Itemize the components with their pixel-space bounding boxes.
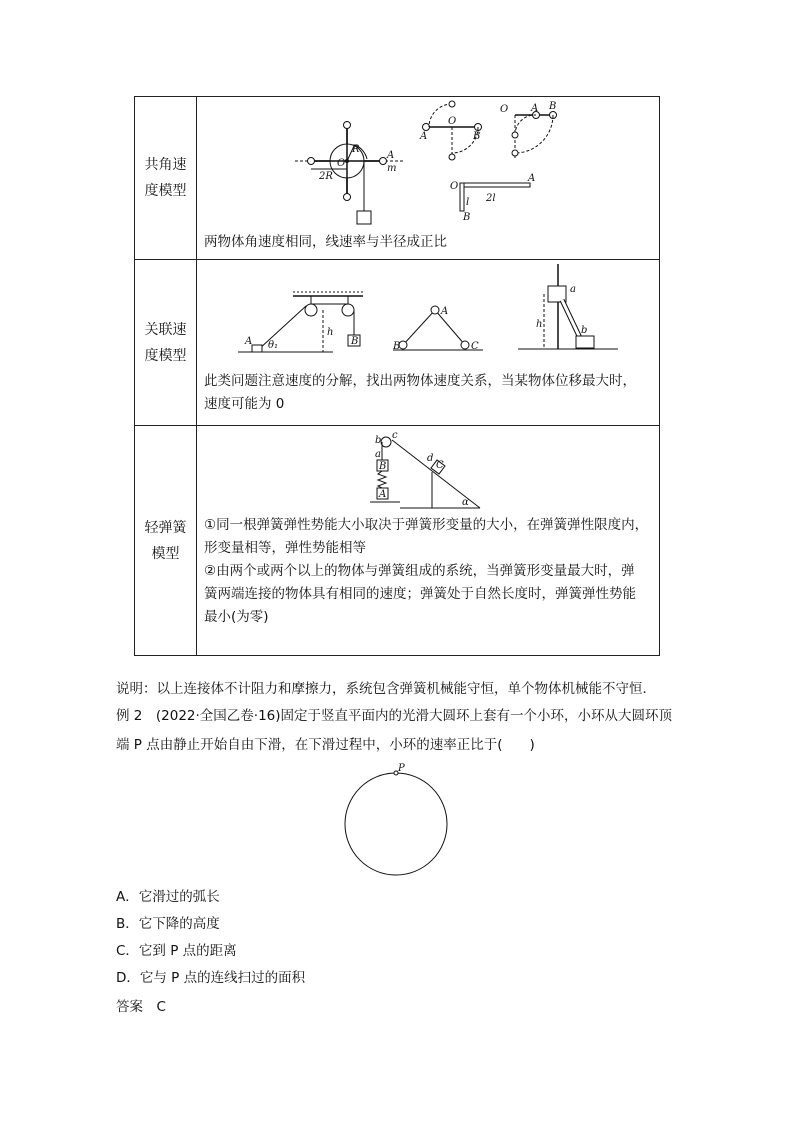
row-content xyxy=(198,97,659,259)
table-row-spring xyxy=(135,426,659,655)
svg-text:A: A xyxy=(387,150,395,161)
svg-text:l: l xyxy=(466,197,470,208)
rod-pulley-figure xyxy=(295,119,428,231)
example-stem-line2: 端 P 点由静止开始自由下滑，在下滑过程中，小环的速率正比于( ) xyxy=(116,737,535,753)
svg-text:b: b xyxy=(581,325,588,336)
svg-text:O: O xyxy=(448,116,457,127)
svg-text:B: B xyxy=(549,101,557,112)
svg-text:B: B xyxy=(379,461,387,472)
note-text: 说明：以上连接体不计阻力和摩擦力，系统包含弹簧机械能守恒，单个物体机械能不守恒． xyxy=(116,681,656,697)
row-text: 此类问题注意速度的分解，找出两物体速度关系，当某物体位移最大时， 速度可能为 0 xyxy=(204,373,636,412)
option-c: C．它到 P 点的距离 xyxy=(116,943,237,959)
svg-text:b: b xyxy=(375,435,382,446)
svg-text:O: O xyxy=(500,104,509,115)
svg-text:P: P xyxy=(398,763,405,774)
svg-text:A: A xyxy=(531,103,539,114)
svg-text:a: a xyxy=(570,284,576,295)
svg-text:A: A xyxy=(528,173,536,184)
option-d: D．它与 P 点的连线扫过的面积 xyxy=(116,970,306,986)
table-row-angular xyxy=(135,97,659,260)
row-content xyxy=(198,426,659,655)
option-a: A．它滑过的弧长 xyxy=(116,889,220,905)
row-label: 关联速 度模型 xyxy=(135,260,197,425)
svg-text:h: h xyxy=(327,327,334,338)
table-row-linked xyxy=(135,260,659,426)
ring-figure xyxy=(340,762,455,877)
rod-offset-figure xyxy=(500,101,573,167)
row-label: 共角速 度模型 xyxy=(135,97,197,259)
row-text: ①同一根弹簧弹性势能大小取决于弹簧形变量的大小，在弹簧弹性限度内， 形变量相等，弹性势能相等 ②由两个或两个以上的物体与弹簧组成的系统，当弹簧形变量最大时，弹 簧两端连接的物体具有相同的速度；弹簧处于自然长度时，弹簧弹性势能 最小(为零) xyxy=(204,517,649,625)
models-table xyxy=(134,96,660,656)
svg-text:A: A xyxy=(441,306,449,317)
bent-rod-figure xyxy=(450,173,540,227)
svg-text:O: O xyxy=(337,158,346,169)
svg-text:B: B xyxy=(463,212,471,223)
svg-text:B: B xyxy=(473,131,481,142)
svg-text:θ₁: θ₁ xyxy=(268,340,279,351)
pulley-slope-figure xyxy=(238,290,378,360)
sliding-rod-figure xyxy=(508,264,618,354)
svg-text:C: C xyxy=(471,341,479,352)
svg-text:B: B xyxy=(351,336,359,347)
svg-text:c: c xyxy=(392,430,398,441)
svg-text:a: a xyxy=(375,449,381,460)
row-content xyxy=(198,260,659,425)
answer: 答案 C xyxy=(116,999,166,1015)
svg-text:A: A xyxy=(420,131,428,142)
spring-incline-figure xyxy=(370,432,490,512)
row-text: 两物体角速度相同，线速率与半径成正比 xyxy=(204,234,447,250)
svg-text:O: O xyxy=(450,181,459,192)
svg-text:R: R xyxy=(352,144,360,155)
example-stem-line1: 例 2 (2022·全国乙卷·16)固定于竖直平面内的光滑大圆环上套有一个小环，小环从大圆环顶 xyxy=(116,708,673,724)
option-b: B．它下降的高度 xyxy=(116,916,220,932)
svg-text:2R: 2R xyxy=(319,171,333,182)
svg-text:α: α xyxy=(462,497,469,508)
svg-text:h: h xyxy=(536,319,543,330)
hinged-rods-figure xyxy=(393,305,493,355)
svg-text:m: m xyxy=(387,163,397,174)
svg-text:B: B xyxy=(393,341,401,352)
svg-text:A: A xyxy=(245,336,253,347)
svg-text:C: C xyxy=(436,460,444,471)
svg-text:A: A xyxy=(379,489,387,500)
row-label: 轻弹簧 模型 xyxy=(135,426,197,655)
svg-text:d: d xyxy=(427,453,434,464)
svg-text:2l: 2l xyxy=(486,193,496,204)
rod-rotation-figure xyxy=(418,102,498,167)
